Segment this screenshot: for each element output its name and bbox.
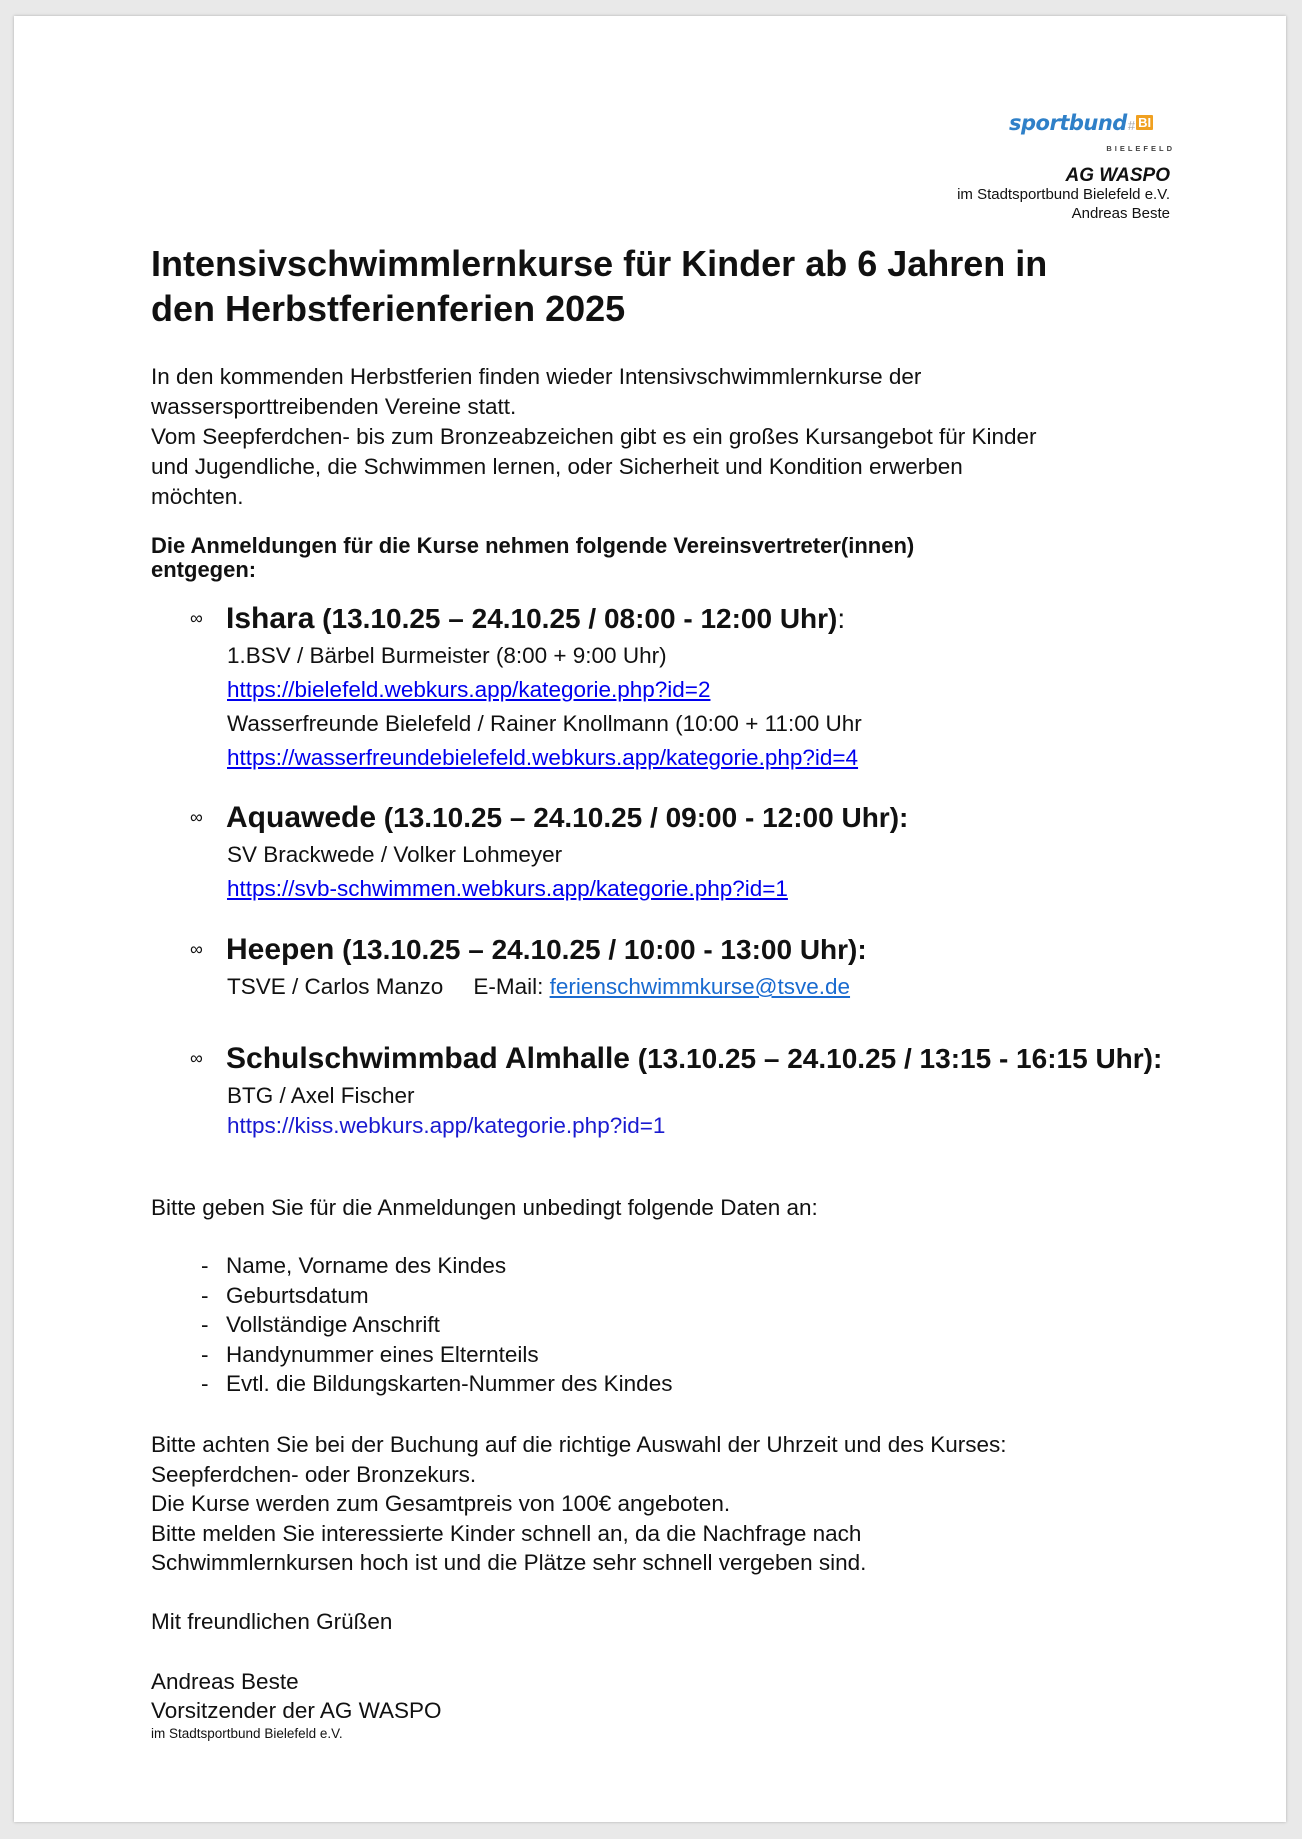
signature-role: Vorsitzender der AG WASPO [151,1698,442,1723]
infinity-bullet-icon: ∞ [190,939,203,959]
venue-colon: : [837,603,846,634]
list-item [151,1340,672,1370]
logo-hash: # [1127,118,1136,133]
list-item [151,1251,672,1281]
notes-line: Seepferdchen- oder Bronzekurs. [151,1461,477,1487]
venue-contact: BTG / Axel Fischer [227,1083,415,1108]
venue-contact: Wasserfreunde Bielefeld / Rainer Knollmann (10:00 + 11:00 Uhr [227,711,862,736]
closing-greeting: Mit freundlichen Grüßen [151,1609,393,1634]
logo-badge: BI [1138,115,1152,130]
list-item-text: Vollständige Anschrift [226,1312,440,1337]
venue-contact: 1.BSV / Bärbel Burmeister (8:00 + 9:00 Uhr) [227,643,667,668]
venue-link-line [227,744,858,772]
venue-dates: (13.10.25 – 24.10.25 / 10:00 - 13:00 Uhr): [334,934,867,965]
email-link[interactable]: ferienschwimmkurse@tsve.de [549,974,851,999]
org-title: AG WASPO [1065,165,1170,186]
intro-line: In den kommenden Herbstferien finden wieder Intensivschwimmlernkurse der [151,364,922,389]
list-marker: - [201,1282,209,1308]
list-item-text: Handynummer eines Elternteils [226,1341,539,1367]
intro-paragraph [151,362,1171,512]
venue-name: Schulschwimmbad Almhalle [226,1042,630,1075]
document-page [14,16,1286,1822]
venue-heading [226,602,845,636]
intro-line: und Jugendliche, die Schwimmen lernen, oder Sicherheit und Kondition erwerben [151,454,963,479]
registration-heading-line: entgegen: [151,557,257,582]
venue-link-line [227,875,788,903]
venue-contact-line [227,973,850,1001]
venue-link-line [227,676,710,704]
notes-line: Die Kurse werden zum Gesamtpreis von 100€ angeboten. [151,1491,731,1516]
venue-heading [226,801,908,835]
notes-line: Bitte melden Sie interessierte Kinder schnell an, da die Nachfrage nach [151,1520,862,1546]
notes-line: Schwimmlernkursen hoch ist und die Plätze sehr schnell vergeben sind. [151,1550,867,1575]
infinity-bullet-icon: ∞ [190,807,203,827]
venue-contact: TSVE / Carlos Manzo [227,974,444,999]
registration-heading-line: Die Anmeldungen für die Kurse nehmen folgende Vereinsvertreter(innen) [151,533,915,558]
venue-dates: (13.10.25 – 24.10.25 / 13:15 - 16:15 Uhr): [630,1043,1163,1074]
logo-city: BIELEFELD [1106,144,1175,153]
logo-wordmark: sportbund [1009,111,1127,135]
list-item [151,1369,672,1399]
requirements-list [151,1251,672,1399]
list-item [151,1281,672,1311]
venue-name: Heepen [226,933,335,966]
document-title [151,241,1151,331]
registration-link[interactable]: https://svb-schwimmen.webkurs.app/kategorie.php?id=1 [227,876,788,901]
venue-dates: (13.10.25 – 24.10.25 / 09:00 - 12:00 Uhr): [376,802,909,833]
org-subtitle: im Stadtsportbund Bielefeld e.V. [957,186,1170,203]
venue-dates: (13.10.25 – 24.10.25 / 08:00 - 12:00 Uhr) [314,603,838,634]
email-label: E-Mail: [473,974,550,999]
venue-link-line [227,1112,665,1140]
sportbund-logo [1009,111,1179,156]
registration-heading [151,534,1111,582]
registration-link[interactable]: https://kiss.webkurs.app/kategorie.php?id=1 [227,1113,666,1138]
venue-contact: SV Brackwede / Volker Lohmeyer [227,842,563,867]
list-item-text: Geburtsdatum [226,1282,369,1308]
list-item [151,1310,672,1340]
infinity-bullet-icon: ∞ [190,608,203,628]
list-marker: - [201,1253,209,1278]
infinity-bullet-icon: ∞ [190,1048,203,1068]
list-marker: - [201,1312,209,1337]
org-block [957,166,1170,223]
signature-org: im Stadtsportbund Bielefeld e.V. [151,1726,343,1741]
signature-name: Andreas Beste [151,1669,299,1694]
intro-line: möchten. [151,484,244,509]
venue-name: Ishara [226,602,315,635]
requirements-intro: Bitte geben Sie für die Anmeldungen unbedingt folgende Daten an: [151,1195,818,1220]
title-line: den Herbstferienferien 2025 [151,288,626,329]
list-item-text: Evtl. die Bildungskarten-Nummer des Kindes [226,1371,673,1396]
list-item-text: Name, Vorname des Kindes [226,1253,507,1278]
title-line: Intensivschwimmlernkurse für Kinder ab 6 Jahren in [151,243,1048,284]
venue-name: Aquawede [226,801,377,834]
intro-line: Vom Seepferdchen- bis zum Bronzeabzeichen gibt es ein großes Kursangebot für Kinder [151,424,1037,449]
signature-block [151,1667,442,1743]
intro-line: wassersporttreibenden Vereine statt. [151,394,517,419]
org-person: Andreas Beste [1071,205,1170,222]
venue-heading [226,1042,1162,1076]
notes-paragraph [151,1430,1191,1578]
notes-line: Bitte achten Sie bei der Buchung auf die richtige Auswahl der Uhrzeit und des Kurses: [151,1432,1007,1457]
list-marker: - [201,1371,209,1396]
registration-link[interactable]: https://wasserfreundebielefeld.webkurs.app/kategorie.php?id=4 [227,745,859,770]
venue-heading [226,933,867,967]
list-marker: - [201,1341,209,1367]
registration-link[interactable]: https://bielefeld.webkurs.app/kategorie.php?id=2 [227,677,711,702]
